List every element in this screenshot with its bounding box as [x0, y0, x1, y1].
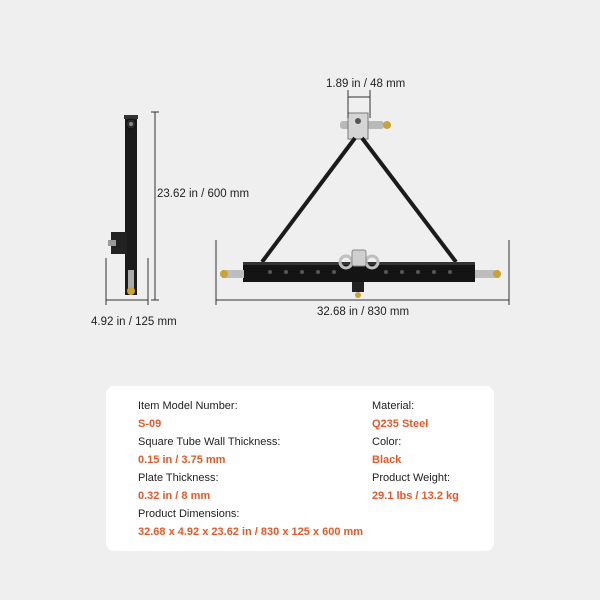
height-dimension-line	[151, 112, 159, 300]
product-dimensions-label: Product Dimensions:	[138, 508, 240, 520]
hitch-front-view-icon	[220, 113, 501, 298]
spec-card	[106, 386, 494, 551]
height-dimension-label: 23.62 in / 600 mm	[157, 188, 250, 200]
plate-thickness-label: Plate Thickness:	[138, 472, 219, 484]
product-weight-label: Product Weight:	[372, 472, 451, 484]
color-label: Color:	[372, 436, 402, 448]
wall-thickness-value: 0.15 in / 3.75 mm	[138, 454, 226, 466]
width-dimension-label: 32.68 in / 830 mm	[317, 306, 410, 318]
model-number-value: S-09	[138, 418, 162, 430]
pin-gap-dimension-label: 1.89 in / 48 mm	[326, 78, 406, 90]
material-label: Material:	[372, 400, 415, 412]
product-weight-value: 29.1 lbs / 13.2 kg	[372, 490, 459, 502]
product-dimensions-value: 32.68 x 4.92 x 23.62 in / 830 x 125 x 600 mm	[138, 526, 364, 538]
color-value: Black	[372, 454, 402, 466]
material-value: Q235 Steel	[372, 418, 429, 430]
depth-dimension-label: 4.92 in / 125 mm	[91, 316, 177, 328]
wall-thickness-label: Square Tube Wall Thickness:	[138, 436, 281, 448]
model-number-label: Item Model Number:	[138, 400, 238, 412]
plate-thickness-value: 0.32 in / 8 mm	[138, 490, 211, 502]
hitch-side-view-icon	[108, 115, 138, 295]
